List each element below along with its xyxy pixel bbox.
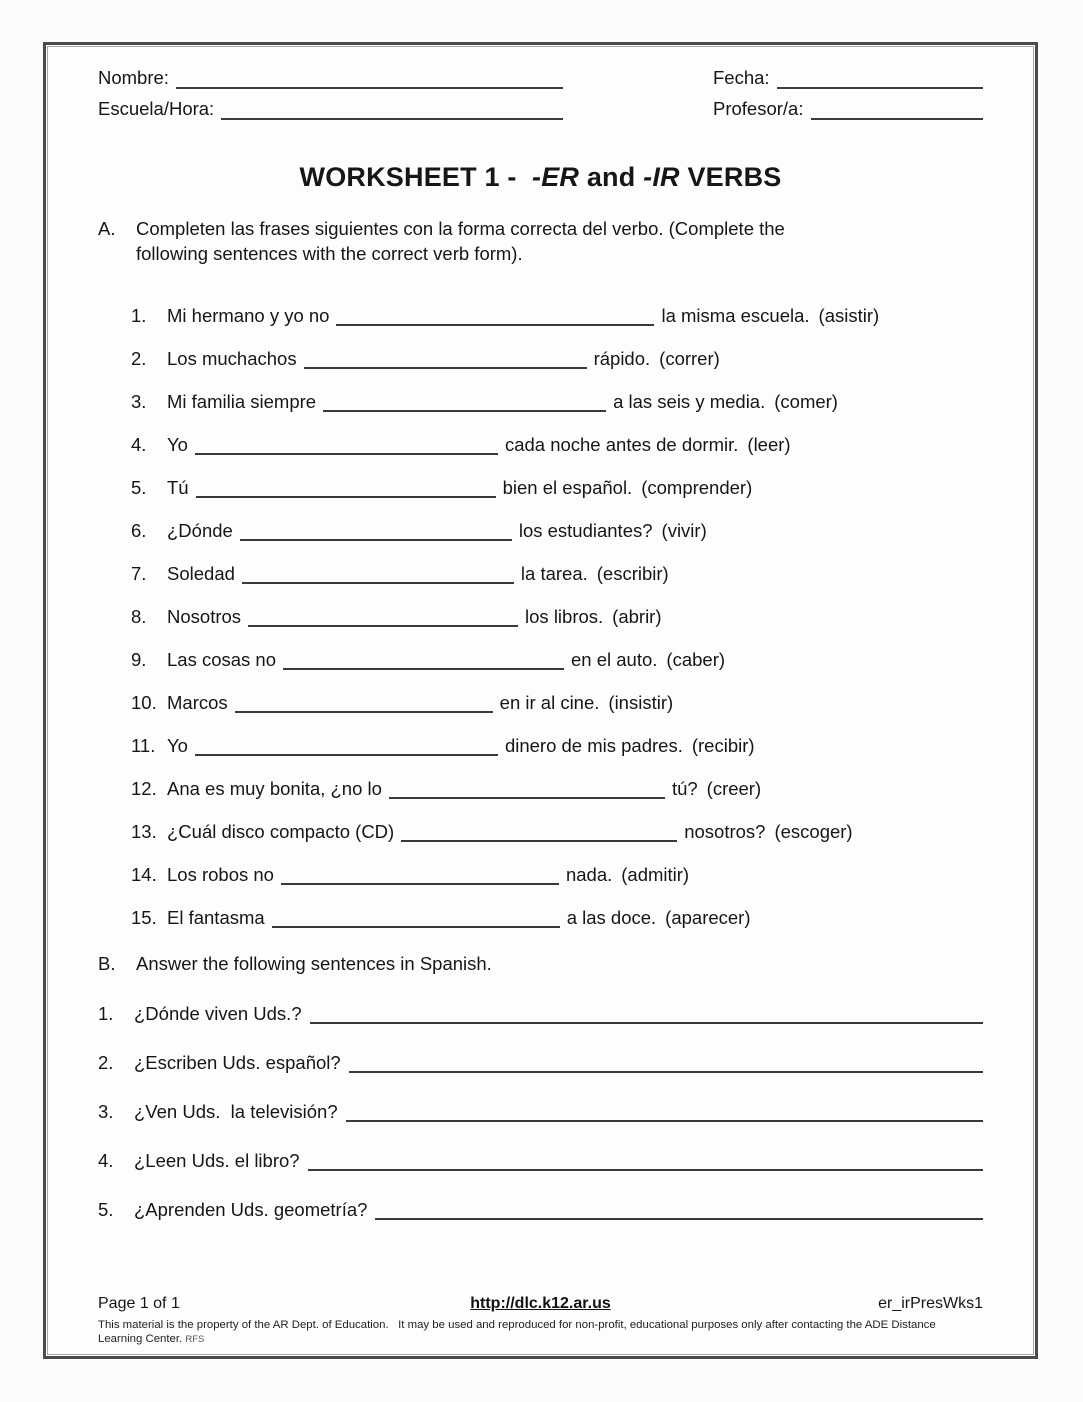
teacher-label: Profesor/a: — [713, 98, 804, 119]
title-and: and — [579, 162, 644, 192]
item-text-post: rápido. — [593, 348, 651, 369]
question-text: ¿Ven Uds. la televisión? — [134, 1101, 338, 1122]
verb-hint: (asistir) — [818, 305, 880, 326]
item-text-pre: Los robos no — [167, 864, 274, 885]
item-text-pre: Mi familia siempre — [167, 391, 317, 412]
verb-hint: (escoger) — [774, 821, 853, 842]
item-number: 6. — [131, 520, 147, 541]
item-text-post: los libros. — [525, 606, 604, 627]
document-id: er_irPresWks1 — [878, 1295, 983, 1312]
answer-blank[interactable] — [349, 1053, 983, 1073]
section-a-instructions — [136, 216, 906, 266]
item-number: 5. — [131, 477, 147, 498]
item-text-post: en ir al cine. — [499, 692, 600, 713]
item-number: 8. — [131, 606, 147, 627]
answer-blank[interactable] — [336, 307, 654, 326]
fill-in-item-2 — [131, 349, 983, 369]
footer-url-link[interactable]: http://dlc.k12.ar.us — [470, 1295, 611, 1312]
verb-hint: (recibir) — [691, 735, 755, 756]
answer-blank[interactable] — [346, 1102, 983, 1122]
header-row-2 — [98, 98, 983, 120]
fill-in-item-7 — [131, 564, 983, 584]
item-number: 13. — [131, 821, 157, 842]
item-number: 15. — [131, 907, 157, 928]
item-text-post: bien el español. — [502, 477, 633, 498]
question-item-1 — [98, 1003, 983, 1024]
item-number: 12. — [131, 778, 157, 799]
item-text-post: a las doce. — [566, 907, 657, 928]
section-a-instructions-line1: Completen las frases siguientes con la forma correcta del verbo. (Complete the — [136, 218, 785, 239]
question-text: ¿Leen Uds. el libro? — [134, 1150, 300, 1171]
item-text-post: dinero de mis padres. — [504, 735, 683, 756]
teacher-field — [713, 98, 983, 120]
verb-hint: (creer) — [706, 778, 762, 799]
item-text-pre: Nosotros — [167, 606, 242, 627]
verb-hint: (caber) — [666, 649, 726, 670]
item-text-pre: Soledad — [167, 563, 235, 584]
item-number: 5. — [98, 1199, 114, 1220]
section-a-heading — [98, 216, 983, 266]
answer-blank[interactable] — [283, 651, 564, 670]
item-number: 11. — [131, 735, 156, 756]
verb-hint: (admitir) — [621, 864, 690, 885]
item-number: 4. — [131, 434, 147, 455]
item-text-post: los estudiantes? — [518, 520, 653, 541]
verb-hint: (leer) — [747, 434, 791, 455]
fill-in-item-15 — [131, 908, 983, 928]
answer-blank[interactable] — [281, 866, 559, 885]
date-input-line[interactable] — [777, 69, 983, 89]
name-input-line[interactable] — [176, 69, 563, 89]
fill-in-item-11 — [131, 736, 983, 756]
item-number: 3. — [98, 1101, 114, 1122]
item-text-pre: Los muchachos — [167, 348, 297, 369]
item-text-pre: ¿Dónde — [167, 520, 233, 541]
answer-blank[interactable] — [375, 1200, 983, 1220]
page-indicator: Page 1 of 1 — [98, 1295, 180, 1312]
fill-in-item-12 — [131, 779, 983, 799]
item-text-post: la misma escuela. — [661, 305, 810, 326]
question-text: ¿Escriben Uds. español? — [134, 1052, 341, 1073]
item-number: 4. — [98, 1150, 114, 1171]
item-number: 1. — [98, 1003, 114, 1024]
page-footer — [98, 1294, 983, 1347]
item-text-post: tú? — [671, 778, 698, 799]
copyright-text: This material is the property of the AR Dept. of Education. It may be used and reproduced for non-profit, educational purposes only after contacting the ADE Distance Learning Center. — [98, 1319, 939, 1345]
answer-blank[interactable] — [242, 565, 514, 584]
item-number: 14. — [131, 864, 157, 885]
item-text-post: a las seis y media. — [613, 391, 766, 412]
date-label: Fecha: — [713, 67, 770, 88]
answer-blank[interactable] — [248, 608, 518, 627]
verb-hint: (abrir) — [612, 606, 662, 627]
item-text-post: cada noche antes de dormir. — [504, 434, 739, 455]
answer-blank[interactable] — [235, 694, 493, 713]
worksheet-page — [43, 42, 1038, 1359]
section-b-heading — [98, 953, 983, 975]
item-number: 3. — [131, 391, 147, 412]
question-text: ¿Aprenden Uds. geometría? — [134, 1199, 368, 1220]
verb-hint: (comprender) — [641, 477, 753, 498]
school-field — [98, 98, 563, 120]
item-text-pre: Yo — [167, 434, 188, 455]
name-field — [98, 67, 563, 89]
school-label: Escuela/Hora: — [98, 98, 215, 119]
section-b-instructions: Answer the following sentences in Spanish. — [136, 953, 492, 974]
item-text-post: en el auto. — [571, 649, 658, 670]
title-ir: -IR — [643, 162, 680, 192]
verb-hint: (correr) — [659, 348, 720, 369]
item-text-pre: Las cosas no — [167, 649, 277, 670]
date-field — [713, 67, 983, 89]
item-text-pre: Tú — [167, 477, 189, 498]
item-text-pre: Marcos — [167, 692, 228, 713]
question-item-5 — [98, 1199, 983, 1220]
school-input-line[interactable] — [221, 100, 563, 120]
verb-hint: (aparecer) — [665, 907, 751, 928]
verb-hint: (insistir) — [608, 692, 674, 713]
item-number: 10. — [131, 692, 157, 713]
copyright-initials: RFS — [185, 1334, 205, 1345]
page-title — [98, 162, 983, 192]
verb-hint: (comer) — [774, 391, 838, 412]
question-item-2 — [98, 1052, 983, 1073]
footer-row — [98, 1294, 983, 1314]
verb-hint: (escribir) — [596, 563, 669, 584]
item-text-post: la tarea. — [520, 563, 588, 584]
fill-in-item-10 — [131, 693, 983, 713]
item-number: 9. — [131, 649, 147, 670]
answer-blank[interactable] — [195, 737, 498, 756]
fill-in-item-6 — [131, 521, 983, 541]
item-number: 1. — [131, 305, 147, 326]
question-item-4 — [98, 1150, 983, 1171]
item-text-pre: ¿Cuál disco compacto (CD) — [167, 821, 395, 842]
fill-in-item-8 — [131, 607, 983, 627]
answer-blank[interactable] — [389, 780, 665, 799]
title-er: -ER — [532, 162, 580, 192]
question-text: ¿Dónde viven Uds.? — [134, 1003, 302, 1024]
answer-blank[interactable] — [308, 1151, 983, 1171]
item-text-post: nada. — [565, 864, 613, 885]
fill-in-item-1 — [131, 306, 983, 326]
item-text-pre: Ana es muy bonita, ¿no lo — [167, 778, 382, 799]
section-a-instructions-line2: following sentences with the correct verb form). — [136, 243, 523, 264]
section-b-label: B. — [98, 953, 116, 974]
header-row-1 — [98, 67, 983, 89]
section-a-label: A. — [98, 218, 116, 239]
teacher-input-line[interactable] — [811, 100, 984, 120]
title-verbs: VERBS — [679, 162, 782, 192]
answer-blank[interactable] — [401, 823, 677, 842]
fill-in-item-9 — [131, 650, 983, 670]
name-label: Nombre: — [98, 67, 169, 88]
fill-in-item-14 — [131, 865, 983, 885]
item-text-pre: Mi hermano y yo no — [167, 305, 330, 326]
fill-in-item-3 — [131, 392, 983, 412]
fill-in-item-5 — [131, 478, 983, 498]
copyright-notice — [98, 1318, 983, 1347]
answer-blank[interactable] — [240, 522, 512, 541]
answer-blank[interactable] — [310, 1004, 983, 1024]
answer-blank[interactable] — [304, 350, 587, 369]
section-a-items — [131, 306, 983, 928]
item-text-post: nosotros? — [684, 821, 766, 842]
item-text-pre: El fantasma — [167, 907, 265, 928]
answer-blank[interactable] — [323, 393, 606, 412]
answer-blank[interactable] — [195, 436, 498, 455]
answer-blank[interactable] — [196, 479, 496, 498]
verb-hint: (vivir) — [661, 520, 707, 541]
item-text-pre: Yo — [167, 735, 188, 756]
item-number: 7. — [131, 563, 147, 584]
fill-in-item-4 — [131, 435, 983, 455]
section-b-items — [98, 1003, 983, 1220]
item-number: 2. — [131, 348, 147, 369]
answer-blank[interactable] — [272, 909, 560, 928]
title-part1: WORKSHEET 1 - — [299, 162, 533, 192]
fill-in-item-13 — [131, 822, 983, 842]
item-number: 2. — [98, 1052, 114, 1073]
question-item-3 — [98, 1101, 983, 1122]
